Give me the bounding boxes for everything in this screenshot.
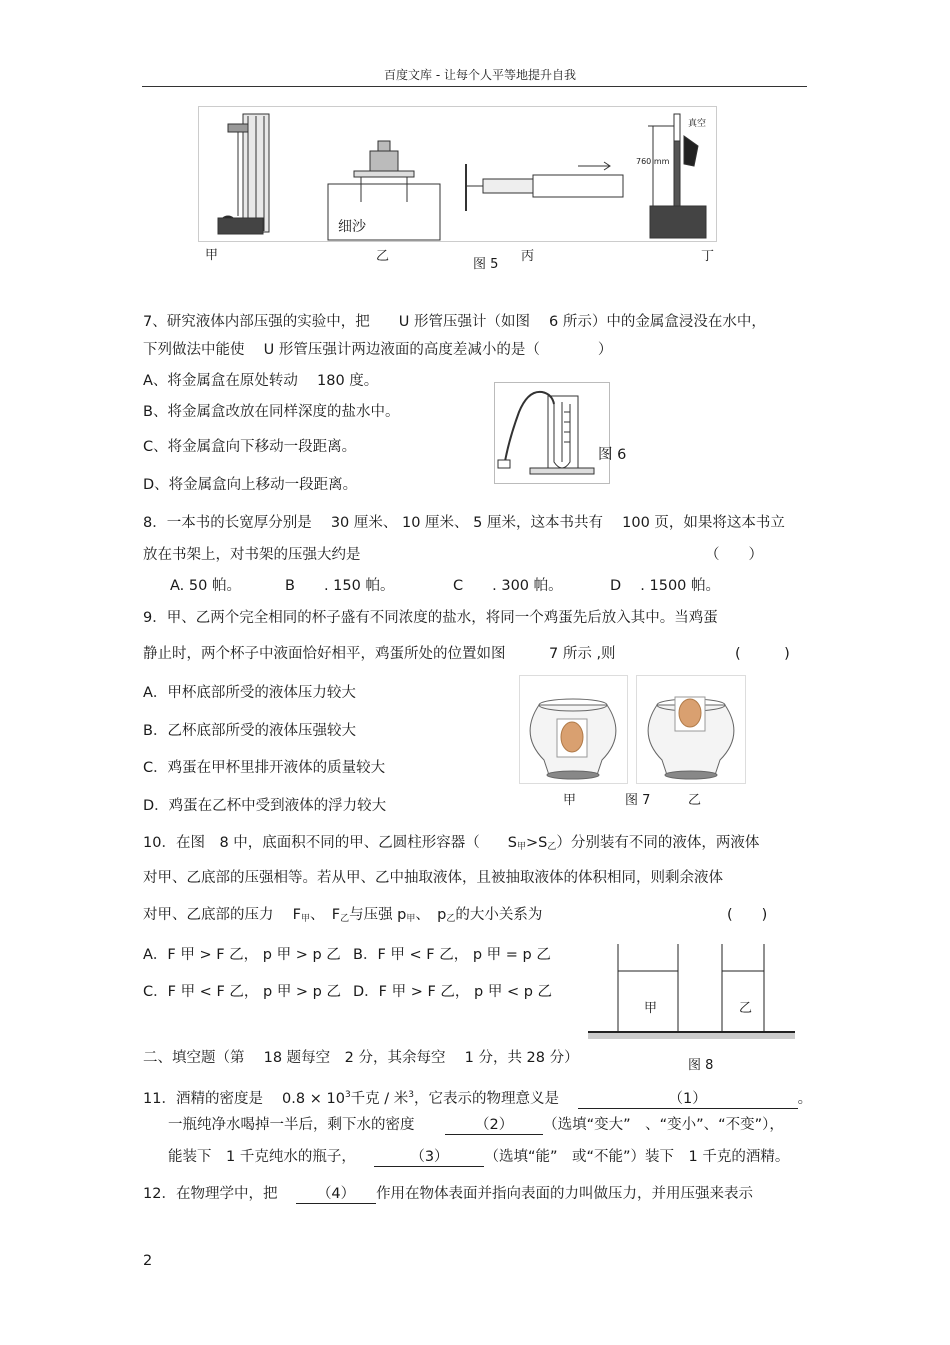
figure-8-label-yi: 乙 — [739, 1001, 753, 1016]
q8-option-d: D . 1500 帕。 — [610, 578, 721, 594]
figure-5-label-bing: 丙 — [521, 249, 535, 264]
page-header: 百度文库 - 让每个人平等地提升自我 — [384, 68, 576, 82]
figure-5-caption: 图 5 — [473, 257, 499, 272]
q12-line1: 12．在物理学中，把 （4） 作用在物体表面并指向表面的力叫做压力，并用压强来表示 — [143, 1186, 754, 1202]
figure-5-label-yi: 乙 — [376, 249, 390, 264]
figure-5-label-ding: 丁 — [701, 249, 715, 264]
figure-5-mm-label: 760 mm — [636, 157, 670, 166]
q10-option-c: C．F 甲 < F 乙， p 甲 > p 乙 — [143, 984, 341, 1000]
q10-answer-paren: ( ) — [727, 907, 768, 923]
q10-option-a: A．F 甲 > F 乙， p 甲 > p 乙 — [143, 947, 341, 963]
q10-option-b: B．F 甲 < F 乙， p 甲 = p 乙 — [353, 947, 551, 963]
q7-option-a: A、将金属盒在原处转动 180 度。 — [143, 373, 379, 389]
q7-option-b: B、将金属盒改放在同样深度的盐水中。 — [143, 404, 400, 420]
q10-option-d: D．F 甲 > F 乙， p 甲 < p 乙 — [353, 984, 553, 1000]
figure-7-cups — [519, 675, 749, 785]
q8-option-b: B . 150 帕。 — [285, 578, 395, 594]
q8-stem-line1: 8．一本书的长宽厚分别是 30 厘米、 10 厘米、 5 厘米，这本书共有 100 页，如果将这本书立 — [143, 515, 785, 531]
q11-blank-3[interactable]: （3） — [374, 1148, 484, 1167]
header-rule — [142, 86, 807, 87]
figure-5-ding-torricelli — [648, 114, 706, 238]
q7-stem-line1: 7、研究液体内部压强的实验中，把 U 形管压强计（如图 6 所示）中的金属盒浸没在水中， — [143, 314, 766, 330]
q7-stem-line2: 下列做法中能使 U 形管压强计两边液面的高度差减小的是（ ） — [143, 342, 613, 358]
q11-line2: 一瓶纯净水喝掉一半后，剩下水的密度 （2） （选填“变大” 、“变小”、“不变”）， — [168, 1117, 784, 1133]
figure-5-label-jia: 甲 — [205, 248, 219, 263]
q10-stem-line3: 对甲、乙底部的压力 $F_甲$、 $F_乙$与压强 $p_甲$、 $p_乙$的大小关系为 — [143, 907, 543, 924]
figure-5-illustrations — [198, 106, 715, 240]
q9-answer-paren: ( ) — [735, 646, 790, 662]
q9-stem-line2: 静止时，两个杯子中液面恰好相平，鸡蛋所处的位置如图 7 所示 ,则 — [143, 646, 616, 662]
figure-6-manometer — [494, 382, 608, 482]
figure-7-label-yi: 乙 — [688, 793, 702, 808]
q9-option-c: C．鸡蛋在甲杯里排开液体的质量较大 — [143, 760, 386, 776]
page-number: 2 — [143, 1253, 153, 1269]
q9-stem-line1: 9．甲、乙两个完全相同的杯子盛有不同浓度的盐水，将同一个鸡蛋先后放入其中。当鸡蛋 — [143, 610, 718, 626]
figure-5-jia-apparatus — [218, 114, 269, 234]
q8-answer-paren: （ ） — [705, 547, 763, 563]
figure-5-vacuum-label: 真空 — [688, 119, 707, 129]
figure-8-containers — [588, 944, 798, 1044]
q11-line3: 能装下 1 千克纯水的瓶子， （3） （选填“能” 或“不能”）装下 1 千克的酒精。 — [168, 1149, 790, 1165]
q11-blank-2[interactable]: （2） — [445, 1116, 543, 1135]
figure-7-caption: 图 7 — [625, 793, 651, 808]
section-2-title: 二、填空题（第 18 题每空 2 分，其余每空 1 分，共 28 分） — [143, 1050, 579, 1066]
q9-option-d: D．鸡蛋在乙杯中受到液体的浮力较大 — [143, 798, 387, 814]
figure-6-caption: 图 6 — [598, 447, 627, 463]
q11-line1: 11．酒精的密度是 $0.8 \times 10^3$千克 / 米$^3$，它表示的物理意义是 （1） 。 — [143, 1090, 813, 1107]
q9-option-b: B．乙杯底部所受的液体压强较大 — [143, 723, 356, 739]
q8-stem-line2: 放在书架上，对书架的压强大约是 — [143, 547, 361, 563]
figure-7-label-jia: 甲 — [563, 793, 577, 808]
figure-5-bing-syringe — [466, 162, 623, 211]
q7-option-d: D、将金属盒向上移动一段距离。 — [143, 477, 358, 493]
figure-8-label-jia: 甲 — [644, 1001, 658, 1016]
figure-8-caption: 图 8 — [688, 1058, 714, 1073]
q10-stem-line2: 对甲、乙底部的压强相等。若从甲、乙中抽取液体，且被抽取液体的体积相同，则剩余液体 — [143, 870, 723, 886]
q11-blank-1[interactable]: （1） — [578, 1090, 798, 1109]
q10-stem-line1: 10．在图 8 中，底面积不同的甲、乙圆柱形容器（ $S_甲>S_乙$）分别装有不同的液体，两液体 — [143, 835, 760, 852]
figure-5-sand-label: 细沙 — [338, 219, 366, 235]
q7-option-c: C、将金属盒向下移动一段距离。 — [143, 439, 357, 455]
q8-option-a: A. 50 帕。 — [170, 578, 241, 594]
q8-option-c: C . 300 帕。 — [453, 578, 563, 594]
q9-option-a: A．甲杯底部所受的液体压力较大 — [143, 685, 356, 701]
q12-blank-4[interactable]: （4） — [296, 1185, 376, 1204]
